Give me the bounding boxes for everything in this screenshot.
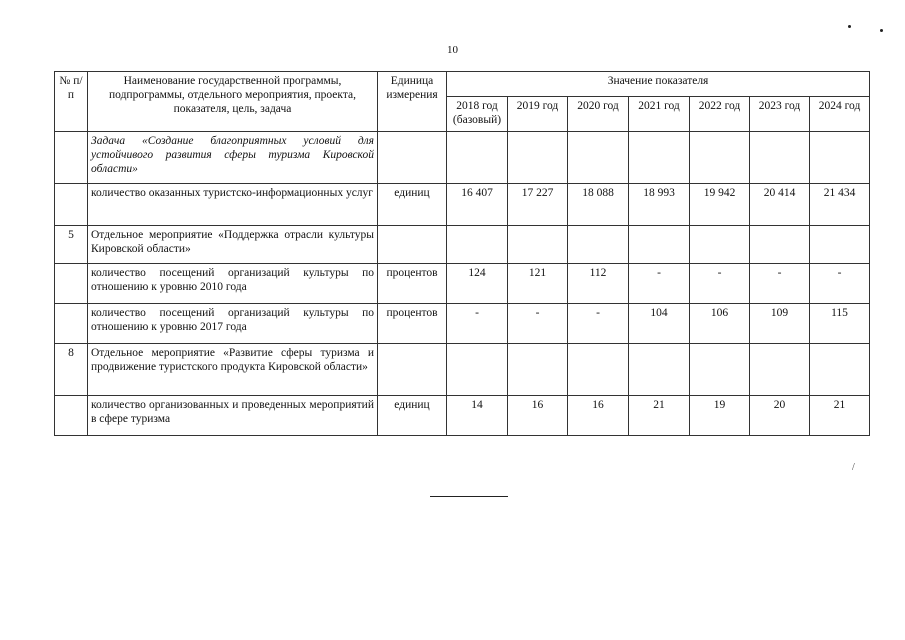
table-row-task xyxy=(55,132,870,184)
indicators-table xyxy=(54,71,870,436)
row-name: количество посещений организаций культуры по отношению к уровню 2010 года xyxy=(88,264,378,304)
header-row-top xyxy=(55,72,870,97)
row-value: 19 942 xyxy=(690,184,750,226)
header-year: 2022 год xyxy=(690,97,750,132)
scan-speck-right xyxy=(880,29,883,32)
header-name: Наименование государственной программы, подпрограммы, отдельного мероприятия, проекта, показателя, цель, задача xyxy=(88,72,378,132)
row-value: 104 xyxy=(629,304,690,344)
row-value: - xyxy=(508,304,568,344)
row-value: 21 xyxy=(810,396,870,436)
row-value xyxy=(508,344,568,396)
table-row xyxy=(55,396,870,436)
row-value xyxy=(568,132,629,184)
table-row xyxy=(55,184,870,226)
row-value: 19 xyxy=(690,396,750,436)
page-number: 10 xyxy=(447,44,458,56)
row-unit xyxy=(378,132,447,184)
row-name: количество организованных и проведенных мероприятий в сфере туризма xyxy=(88,396,378,436)
row-value xyxy=(750,132,810,184)
header-year: 2020 год xyxy=(568,97,629,132)
row-value: - xyxy=(568,304,629,344)
row-unit: процентов xyxy=(378,304,447,344)
closing-divider-line xyxy=(430,496,508,497)
row-value xyxy=(447,344,508,396)
row-num xyxy=(55,132,88,184)
row-name: количество посещений организаций культуры по отношению к уровню 2017 года xyxy=(88,304,378,344)
header-year: 2023 год xyxy=(750,97,810,132)
header-year: 2024 год xyxy=(810,97,870,132)
row-value: - xyxy=(447,304,508,344)
row-value xyxy=(629,132,690,184)
row-value xyxy=(690,344,750,396)
header-year: 2018 год (базовый) xyxy=(447,97,508,132)
row-value: 16 407 xyxy=(447,184,508,226)
row-value xyxy=(629,344,690,396)
row-unit: единиц xyxy=(378,184,447,226)
row-value: 124 xyxy=(447,264,508,304)
table-row-event xyxy=(55,226,870,264)
row-value xyxy=(750,226,810,264)
row-value: - xyxy=(629,264,690,304)
table-row xyxy=(55,264,870,304)
row-value xyxy=(810,226,870,264)
row-value: 21 xyxy=(629,396,690,436)
table-row xyxy=(55,304,870,344)
header-year: 2019 год xyxy=(508,97,568,132)
row-value xyxy=(447,132,508,184)
row-value: 121 xyxy=(508,264,568,304)
row-value: 21 434 xyxy=(810,184,870,226)
row-value: 112 xyxy=(568,264,629,304)
row-value: 18 993 xyxy=(629,184,690,226)
row-value xyxy=(690,226,750,264)
row-num: 8 xyxy=(55,344,88,396)
row-value: 16 xyxy=(568,396,629,436)
row-value xyxy=(508,132,568,184)
row-name: количество оказанных туристско-информационных услуг xyxy=(88,184,378,226)
row-value xyxy=(690,132,750,184)
row-value: 109 xyxy=(750,304,810,344)
row-name: Отдельное мероприятие «Поддержка отрасли культуры Кировской области» xyxy=(88,226,378,264)
row-value: 18 088 xyxy=(568,184,629,226)
row-value: - xyxy=(690,264,750,304)
row-value: - xyxy=(810,264,870,304)
row-value: 106 xyxy=(690,304,750,344)
header-value-group: Значение показателя xyxy=(447,72,870,97)
row-value xyxy=(810,132,870,184)
row-value xyxy=(447,226,508,264)
row-value: 115 xyxy=(810,304,870,344)
row-value: 17 227 xyxy=(508,184,568,226)
row-value xyxy=(508,226,568,264)
row-num xyxy=(55,304,88,344)
row-unit: единиц xyxy=(378,396,447,436)
row-value xyxy=(568,344,629,396)
row-num: 5 xyxy=(55,226,88,264)
header-num: № п/п xyxy=(55,72,88,132)
row-name: Задача «Создание благоприятных условий для устойчивого развития сферы туризма Кировской области» xyxy=(88,132,378,184)
header-year: 2021 год xyxy=(629,97,690,132)
row-name: Отдельное мероприятие «Развитие сферы туризма и продвижение туристского продукта Кировской области» xyxy=(88,344,378,396)
row-value xyxy=(750,344,810,396)
row-value xyxy=(629,226,690,264)
row-unit xyxy=(378,226,447,264)
row-value xyxy=(810,344,870,396)
row-num xyxy=(55,396,88,436)
scan-speck-left xyxy=(848,25,851,28)
row-unit xyxy=(378,344,447,396)
row-value: 14 xyxy=(447,396,508,436)
row-unit: процентов xyxy=(378,264,447,304)
row-value: 20 xyxy=(750,396,810,436)
table-row-event xyxy=(55,344,870,396)
header-unit: Единица измерения xyxy=(378,72,447,132)
row-value: - xyxy=(750,264,810,304)
margin-mark: / xyxy=(852,462,855,473)
row-value xyxy=(568,226,629,264)
row-num xyxy=(55,184,88,226)
row-num xyxy=(55,264,88,304)
row-value: 16 xyxy=(508,396,568,436)
row-value: 20 414 xyxy=(750,184,810,226)
